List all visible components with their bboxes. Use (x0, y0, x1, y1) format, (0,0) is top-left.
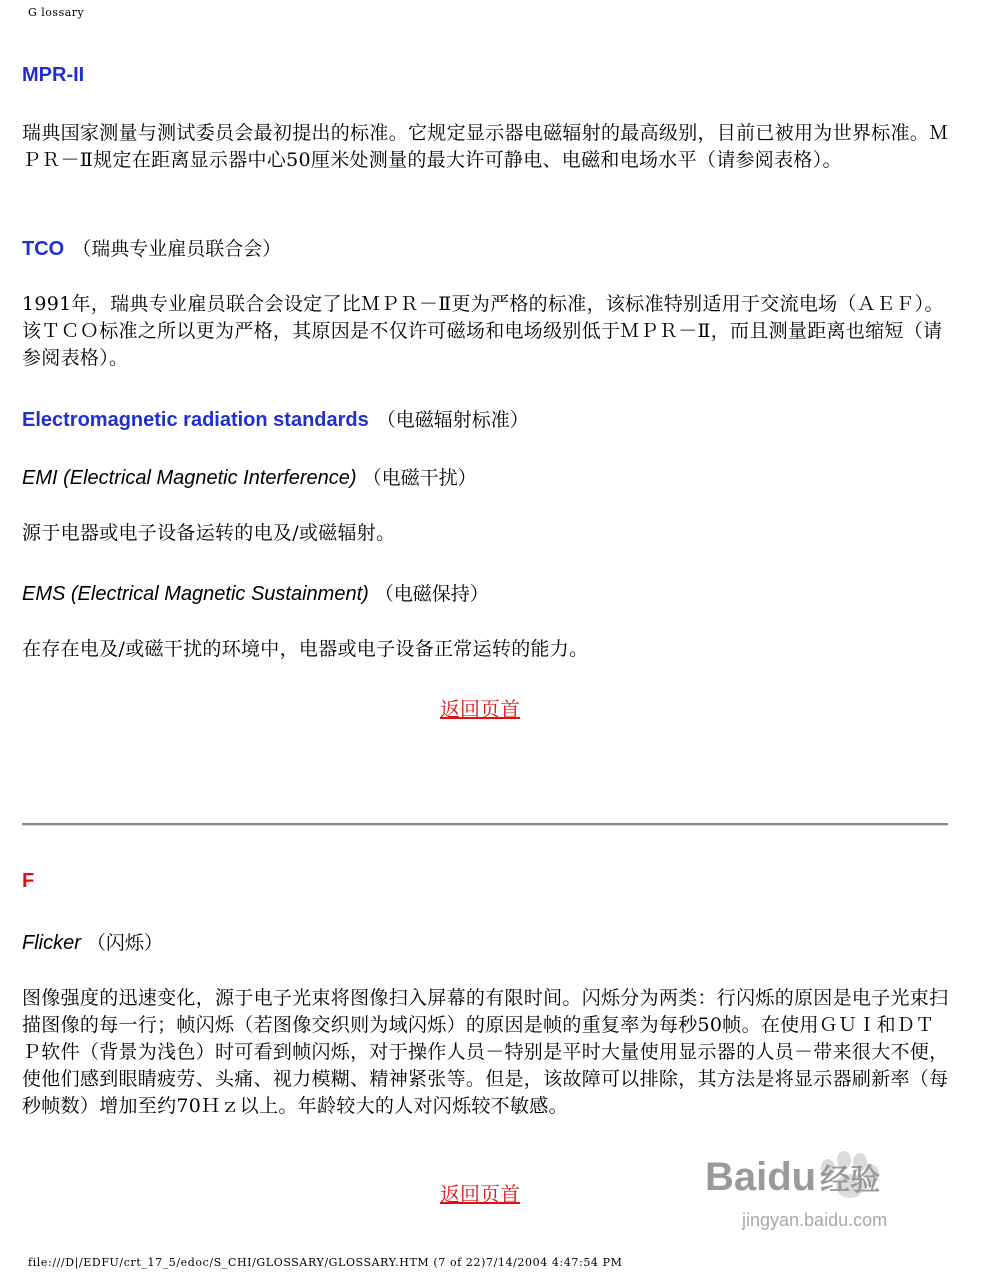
paragraph-emi: 源于电器或电子设备运转的电及/或磁辐射。 (22, 522, 396, 544)
page-footer-path: file:///D|/EDFU/crt_17_5/edoc/S_CHI/GLOSSARY/GLOSSARY.HTM (7 of 22)7/14/2004 4:47:54 PM (28, 1256, 623, 1269)
paragraph-ems: 在存在电及/或磁干扰的环境中，电器或电子设备正常运转的能力。 (22, 638, 589, 660)
term-emi-translation: （电磁干扰） (362, 467, 477, 489)
baidu-watermark-cn: 经验 (820, 1164, 881, 1197)
baidu-watermark-url: jingyan.baidu.com (742, 1210, 888, 1230)
term-ems-label: EMS (Electrical Magnetic Sustainment) (22, 583, 369, 605)
paragraph-tco: 1991年，瑞典专业雇员联合会设定了比ＭＰＲ－Ⅱ更为严格的标准，该标准特别适用于交流电场（ＡＥＦ）。该ＴＣＯ标准之所以更为严格，其原因是不仅许可磁场和电场级别低于ＭＰＲ－Ⅱ，而且测量距离也缩短（请参阅表格）。 (22, 293, 944, 369)
heading-em-standards (22, 405, 529, 432)
term-flicker-label: Flicker (22, 932, 81, 954)
term-flicker (22, 928, 163, 955)
section-letter-f: F (22, 870, 35, 892)
heading-em-standards-translation: （电磁辐射标准） (376, 409, 529, 431)
page-header-title: G lossary (28, 6, 85, 19)
term-flicker-translation: （闪烁） (86, 932, 163, 954)
term-ems (22, 579, 489, 606)
heading-tco-label: TCO (22, 238, 65, 260)
heading-mpr-ii (22, 64, 84, 87)
baidu-watermark-brand (705, 1155, 880, 1200)
term-emi (22, 463, 477, 490)
back-to-top-link[interactable]: 返回页首 (440, 697, 520, 721)
heading-tco-translation: （瑞典专业雇员联合会） (72, 238, 282, 260)
term-ems-translation: （电磁保持） (374, 583, 489, 605)
baidu-watermark-brand-part2: du (767, 1155, 817, 1199)
paragraph-flicker: 图像强度的迅速变化，源于电子光束将图像扫入屏幕的有限时间。闪烁分为两类：行闪烁的原因是电子光束扫描图像的每一行；帧闪烁（若图像交织则为域闪烁）的原因是帧的重复率为每秒50帧。在使用ＧＵＩ和ＤＴＰ软件（背景为浅色）时可看到帧闪烁，对于操作人员－特别是平时大量使用显示器的人员－带来很大不便，使他们感到眼睛疲劳、头痛、视力模糊、精神紧张等。但是，该故障可以排除，其方法是将显示器刷新率（每秒帧数）增加至约70Ｈｚ以上。年龄较大的人对闪烁较不敏感。 (22, 987, 949, 1117)
baidu-watermark-brand-part1: Bai (705, 1155, 768, 1199)
heading-mpr-ii-label: MPR-II (22, 64, 85, 86)
section-divider (22, 823, 948, 826)
heading-em-standards-label: Electromagnetic radiation standards (22, 409, 369, 431)
back-to-top-link-2[interactable]: 返回页首 (440, 1182, 520, 1206)
term-emi-label: EMI (Electrical Magnetic Interference) (22, 467, 357, 489)
heading-tco (22, 234, 281, 261)
paragraph-mpr-ii: 瑞典国家测量与测试委员会最初提出的标准。它规定显示器电磁辐射的最高级别，目前已被用为世界标准。ＭＰＲ－Ⅱ规定在距离显示器中心50厘米处测量的最大许可静电、电磁和电场水平（请参阅表格）。 (22, 122, 949, 171)
